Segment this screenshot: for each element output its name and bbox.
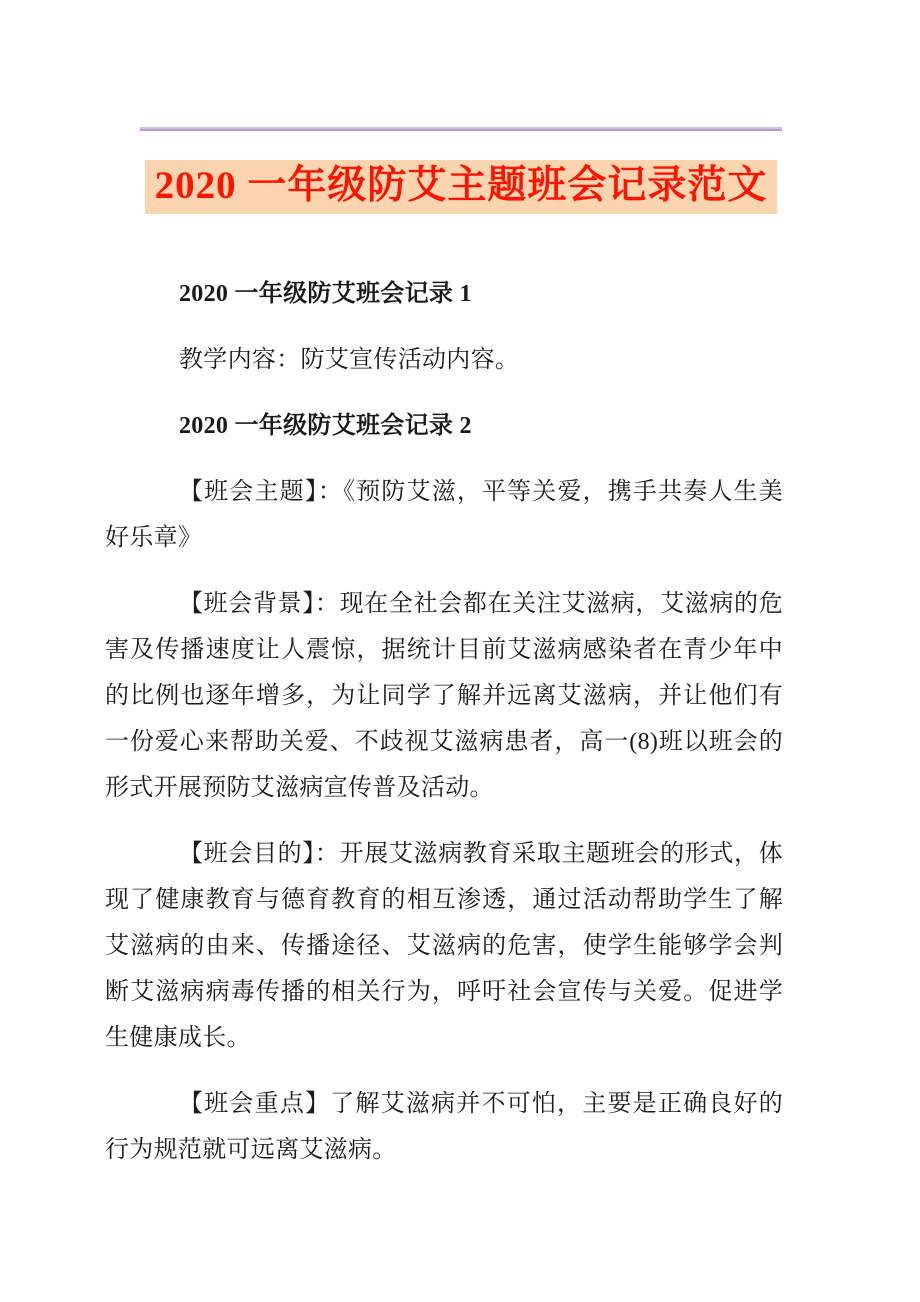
document-body (105, 271, 783, 1193)
paragraph-meeting-background: 【班会背景】：现在全社会都在关注艾滋病，艾滋病的危害及传播速度让人震惊，据统计目前艾滋病感染者在青少年中的比例也逐年增多，为让同学了解并远离艾滋病，并让他们有一份爱心来帮助关爱、不歧视艾滋病患者，高一(8)班以班会的形式开展预防艾滋病宣传普及活动。 (105, 591, 783, 801)
paragraph-meeting-theme: 【班会主题】：《预防艾滋，平等关爱，携手共奏人生美好乐章》 (105, 479, 783, 551)
document-title: 2020 一年级防艾主题班会记录范文 (145, 160, 778, 214)
paragraph-teaching-content: 教学内容：防艾宣传活动内容。 (179, 347, 520, 373)
paragraph-meeting-purpose: 【班会目的】：开展艾滋病教育采取主题班会的形式，体现了健康教育与德育教育的相互渗透，通过活动帮助学生了解艾滋病的由来、传播途径、艾滋病的危害，使学生能够学会判断艾滋病病毒传播的相关行为，呼吁社会宣传与关爱。促进学生健康成长。 (105, 841, 783, 1051)
paragraph-record-1-heading: 2020 一年级防艾班会记录 1 (179, 281, 472, 307)
horizontal-rule (140, 127, 782, 131)
title-row (140, 160, 782, 214)
paragraph-record-2-heading: 2020 一年级防艾班会记录 2 (179, 413, 472, 439)
paragraph-meeting-keypoint: 【班会重点】了解艾滋病并不可怕，主要是正确良好的行为规范就可远离艾滋病。 (105, 1091, 783, 1163)
